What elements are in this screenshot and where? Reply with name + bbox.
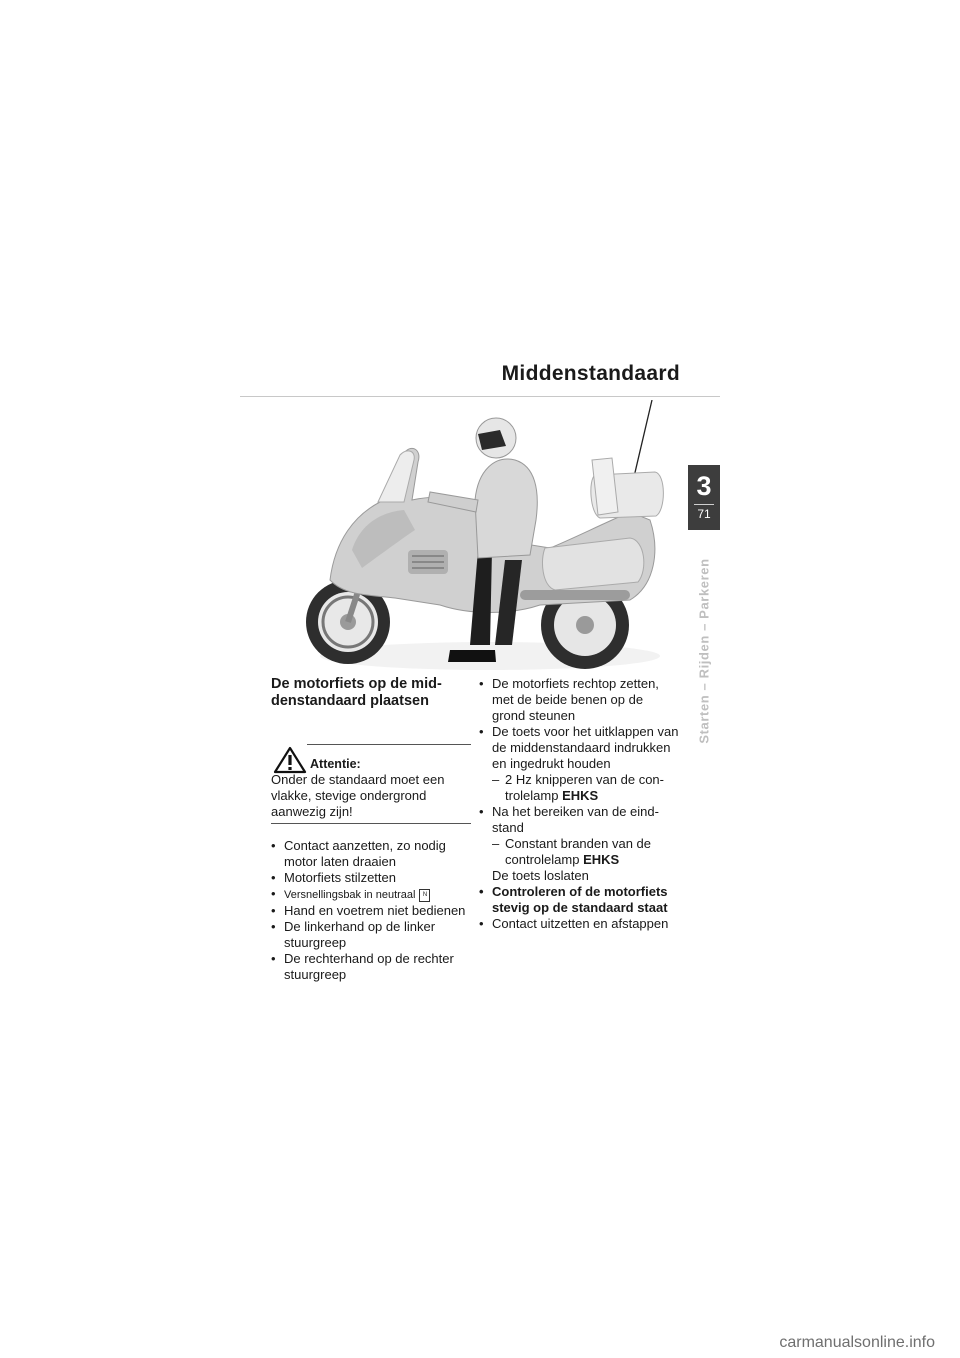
list-item: • Hand en voetrem niet bedienen [271, 903, 471, 919]
list-item-text: Na het bereiken van de eindstand [492, 804, 659, 835]
follow-up-text: De toets loslaten [492, 868, 589, 883]
warning-triangle-icon [273, 746, 307, 774]
page-title: Middenstandaard [501, 362, 680, 385]
right-column [479, 676, 679, 932]
list-item: • De motorfiets rechtop zetten, met de beide benen op de grond steunen [479, 676, 679, 724]
list-item: • Contact aanzetten, zo nodig motor laten draaien [271, 838, 471, 870]
list-item: • De rechterhand op de rechter stuurgreep [271, 951, 471, 983]
list-item: • Controleren of de motorfiets stevig op de standaard staat [479, 884, 679, 916]
sub-item-text: 2 Hz knipperen van de controlelamp [505, 772, 664, 803]
motorcycle-on-centerstand-illustration [300, 400, 670, 680]
warning-text: Onder de standaard moet een vlakke, stevige ondergrond aanwezig zijn! [271, 772, 471, 824]
ehks-label: EHKS [583, 852, 620, 867]
list-item [271, 886, 471, 903]
list-item: • Motorfiets stilzetten [271, 870, 471, 886]
chapter-number: 3 [696, 471, 712, 501]
section-heading: De motorfiets op de middenstandaard plaatsen [271, 676, 442, 709]
watermark: carmanualsonline.info [779, 1334, 935, 1351]
list-item-text: Versnellingsbak in neutraal [284, 889, 416, 901]
chapter-tab-divider [694, 504, 714, 505]
warning-box [271, 744, 471, 824]
left-column [271, 676, 471, 983]
chapter-tab [688, 465, 720, 530]
list-item [479, 724, 679, 804]
list-item-text: De toets voor het uitklappen van de middenstandaard indrukken en ingedrukt houden [492, 724, 679, 771]
steps-list-right [479, 676, 679, 932]
sub-item-text: Constant branden van de controlelamp [505, 836, 651, 867]
list-item [479, 804, 679, 884]
page-number: 71 [697, 507, 711, 521]
list-item: • Contact uitzetten en afstappen [479, 916, 679, 932]
list-item: • De linkerhand op de linker stuurgreep [271, 919, 471, 951]
steps-list-left [271, 838, 471, 983]
side-tab-label: Starten – Rijden – Parkeren [696, 558, 712, 744]
sub-item [492, 772, 679, 804]
sub-item [492, 836, 679, 868]
warning-label: Attentie: [310, 757, 361, 771]
title-divider [240, 396, 720, 397]
warning-top-rule [307, 744, 471, 745]
neutral-symbol-icon: N [419, 889, 430, 902]
ehks-label: EHKS [562, 788, 599, 803]
